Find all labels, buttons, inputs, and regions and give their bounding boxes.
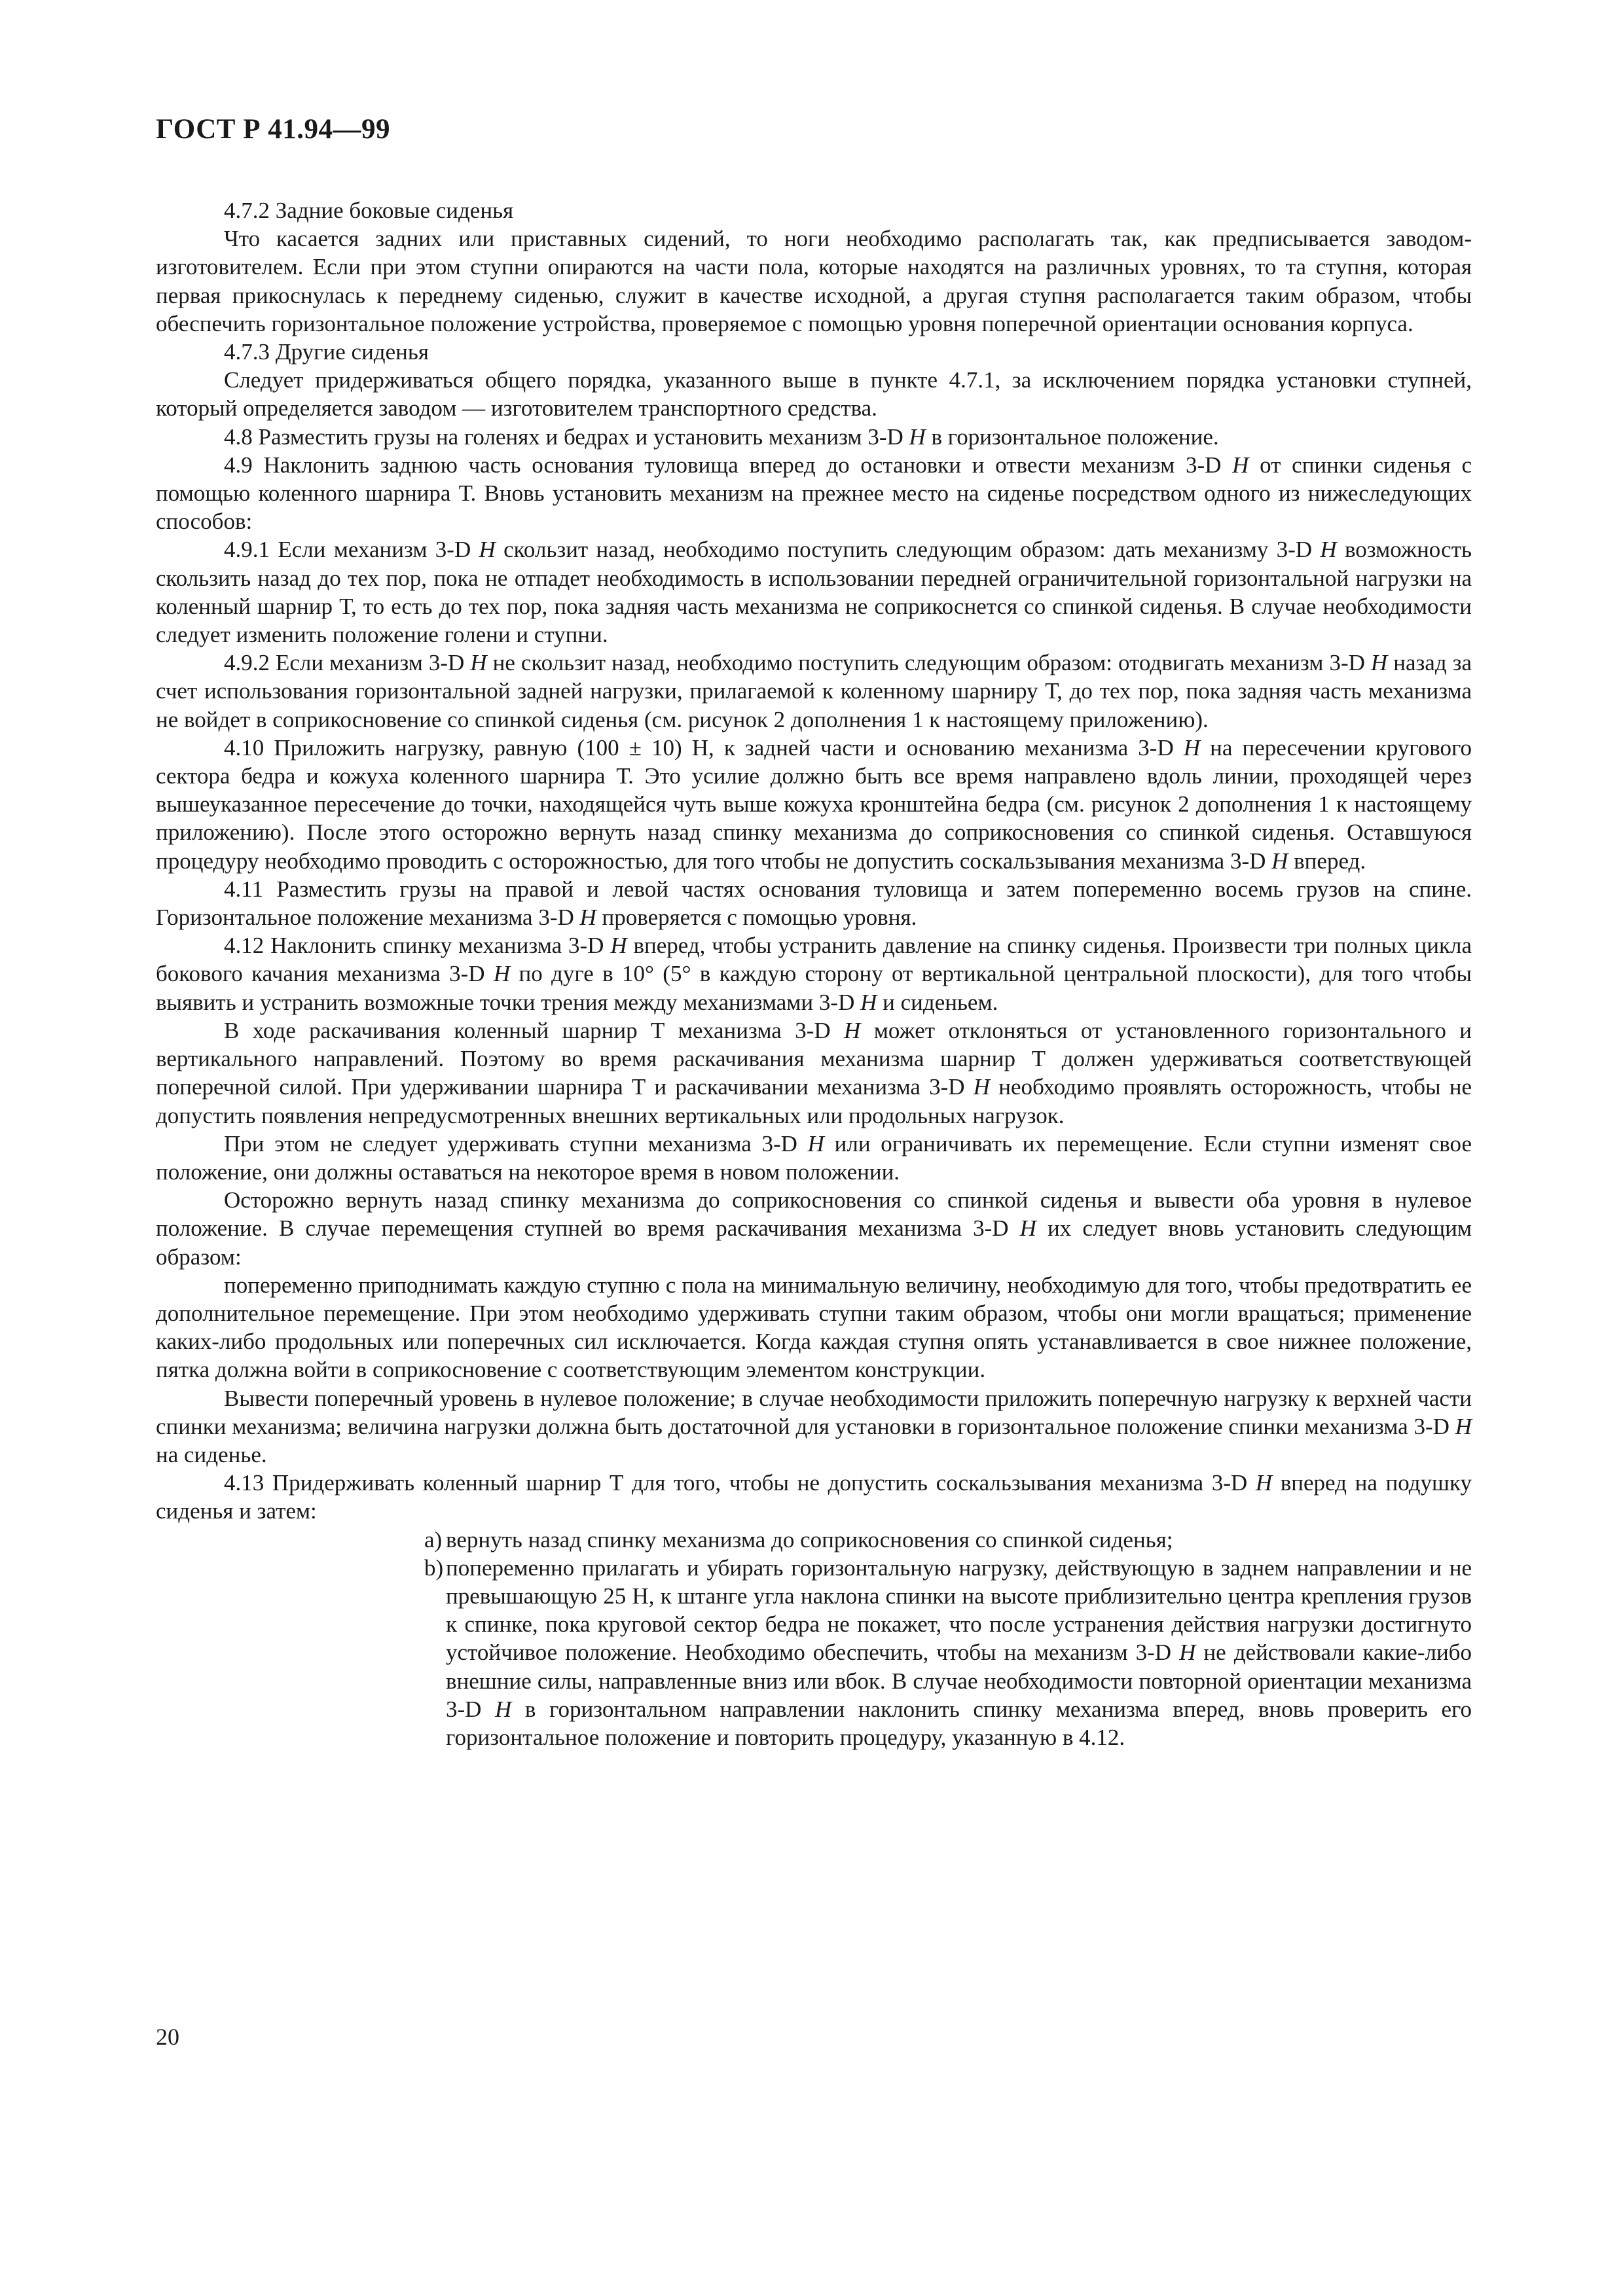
paragraph: В ходе раскачивания коленный шарнир Т механизма 3-D H может отклоняться от установленного горизонтального и вертикального направлений. Поэтому во время раскачивания механизма шарнир Т должен удерживаться соответствующей поперечной силой. При удерживании шарнира Т и раскачивании механизма 3-D H необходимо проявлять осторожность, чтобы не допустить появления непредусмотренных внешних вертикальных или продольных нагрузок.	[156, 1017, 1472, 1128]
list-marker-a: а)	[424, 1526, 443, 1552]
list-item-a-text: вернуть назад спинку механизма до соприкосновения со спинкой сиденья;	[446, 1526, 1173, 1552]
list-marker-b: b)	[424, 1554, 444, 1581]
list-item-a	[156, 1526, 1472, 1554]
paragraph-4-13: 4.13 Придерживать коленный шарнир Т для того, чтобы не допустить соскальзывания механизма 3-D H вперед на подушку сиденья и затем:	[156, 1470, 1472, 1524]
document-body	[156, 196, 1472, 1751]
paragraph-4-12: 4.12 Наклонить спинку механизма 3-D H вперед, чтобы устранить давление на спинку сиденья. Произвести три полных цикла бокового качания механизма 3-D H по дуге в 10° (5° в каждую сторону от вертикальной центральной плоскости), для того чтобы выявить и устранить возможные точки трения между механизмами 3-D H и сиденьем.	[156, 933, 1472, 1015]
list-item-b	[156, 1554, 1472, 1751]
paragraph: При этом не следует удерживать ступни механизма 3-D H или ограничивать их перемещение. Если ступни изменят свое положение, они должны оставаться на некоторое время в новом положении.	[156, 1130, 1472, 1185]
list-item-b-text: попеременно прилагать и убирать горизонтальную нагрузку, действующую в заднем направлении и не превышающую 25 Н, к штанге угла наклона спинки на высоте приблизительно центра крепления грузов к спинке, пока круговой сектор бедра не покажет, что после устранения действия нагрузки достигнуто устойчивое положение. Необходимо обеспечить, чтобы на механизм 3-D H не действовали какие-либо внешние силы, направленные вниз или вбок. В случае необходимости повторной ориентации механизма 3-D H в горизонтальном направлении наклонить спинку механизма вперед, вновь проверить его горизонтальное положение и повторить процедуру, указанную в 4.12.	[446, 1554, 1472, 1750]
paragraph-4-8: 4.8 Разместить грузы на голенях и бедрах и установить механизм 3-D H в горизонтальное положение.	[224, 423, 1219, 450]
paragraph-4-7-2-heading: 4.7.2 Задние боковые сиденья	[224, 198, 514, 223]
paragraph: попеременно приподнимать каждую ступню с пола на минимальную величину, необходимую для того, чтобы предотвратить ее дополнительное перемещение. При этом необходимо удерживать ступни таким образом, чтобы они могли вращаться; применение каких-либо продольных или поперечных сил исключается. Когда каждая ступня опять устанавливается в свое нижнее положение, пятка должна войти в соприкосновение с соответствующим элементом конструкции.	[156, 1272, 1472, 1383]
paragraph: Следует придерживаться общего порядка, указанного выше в пункте 4.7.1, за исключением порядка установки ступней, который определяется заводом — изготовителем транспортного средства.	[156, 367, 1472, 422]
paragraph-4-9: 4.9 Наклонить заднюю часть основания туловища вперед до остановки и отвести механизм 3-D H от спинки сиденья с помощью коленного шарнира Т. Вновь установить механизм на прежнее место на сиденье посредством одного из нижеследующих способов:	[156, 452, 1472, 535]
paragraph: Осторожно вернуть назад спинку механизма до соприкосновения со спинкой сиденья и вывести оба уровня в нулевое положение. В случае перемещения ступней во время раскачивания механизма 3-D H их следует вновь установить следующим образом:	[156, 1187, 1472, 1270]
paragraph: Что касается задних или приставных сидений, то ноги необходимо располагать так, как предписывается заводом-изготовителем. Если при этом ступни опираются на части пола, которые находятся на различных уровнях, то та ступня, которая первая прикоснулась к переднему сиденью, служит в качестве исходной, а другая ступня располагается таким образом, чтобы обеспечить горизонтальное положение устройства, проверяемое с помощью уровня поперечной ориентации основания корпуса.	[156, 226, 1472, 336]
paragraph-4-9-1: 4.9.1 Если механизм 3-D H скользит назад, необходимо поступить следующим образом: дать механизму 3-D H возможность скользить назад до тех пор, пока не отпадет необходимость в использовании передней ограничительной горизонтальной нагрузки на коленный шарнир Т, то есть до тех пор, пока задняя часть механизма не соприкоснется со спинкой сиденья. В случае необходимости следует изменить положение голени и ступни.	[156, 537, 1472, 648]
document-header-title: ГОСТ Р 41.94—99	[156, 114, 391, 145]
page-number: 20	[156, 2024, 179, 2050]
paragraph-4-11: 4.11 Разместить грузы на правой и левой частях основания туловища и затем попеременно восемь грузов на спине. Горизонтальное положение механизма 3-D H проверяется с помощью уровня.	[156, 876, 1472, 931]
paragraph-4-10: 4.10 Приложить нагрузку, равную (100 ± 10) Н, к задней части и основанию механизма 3-D H на пересечении кругового сектора бедра и кожуха коленного шарнира Т. Это усилие должно быть все время направлено вдоль линии, проходящей через вышеуказанное пересечение до точки, находящейся чуть выше кожуха кронштейна бедра (см. рисунок 2 дополнения 1 к настоящему приложению). После этого осторожно вернуть назад спинку механизма до соприкосновения со спинкой сиденья. Оставшуюся процедуру необходимо проводить с осторожностью, для того чтобы не допустить соскальзывания механизма 3-D H вперед.	[156, 734, 1472, 874]
paragraph-4-7-3-heading: 4.7.3 Другие сиденья	[224, 339, 429, 365]
paragraph-4-9-2: 4.9.2 Если механизм 3-D H не скользит назад, необходимо поступить следующим образом: отодвигать механизм 3-D H назад за счет использования горизонтальной задней нагрузки, прилагаемой к коленному шарниру Т, до тех пор, пока задняя часть механизма не войдет в соприкосновение со спинкой сиденья (см. рисунок 2 дополнения 1 к настоящему приложению).	[156, 650, 1472, 732]
paragraph: Вывести поперечный уровень в нулевое положение; в случае необходимости приложить поперечную нагрузку к верхней части спинки механизма; величина нагрузки должна быть достаточной для установки в горизонтальное положение спинки механизма 3-D H на сиденье.	[156, 1385, 1472, 1467]
